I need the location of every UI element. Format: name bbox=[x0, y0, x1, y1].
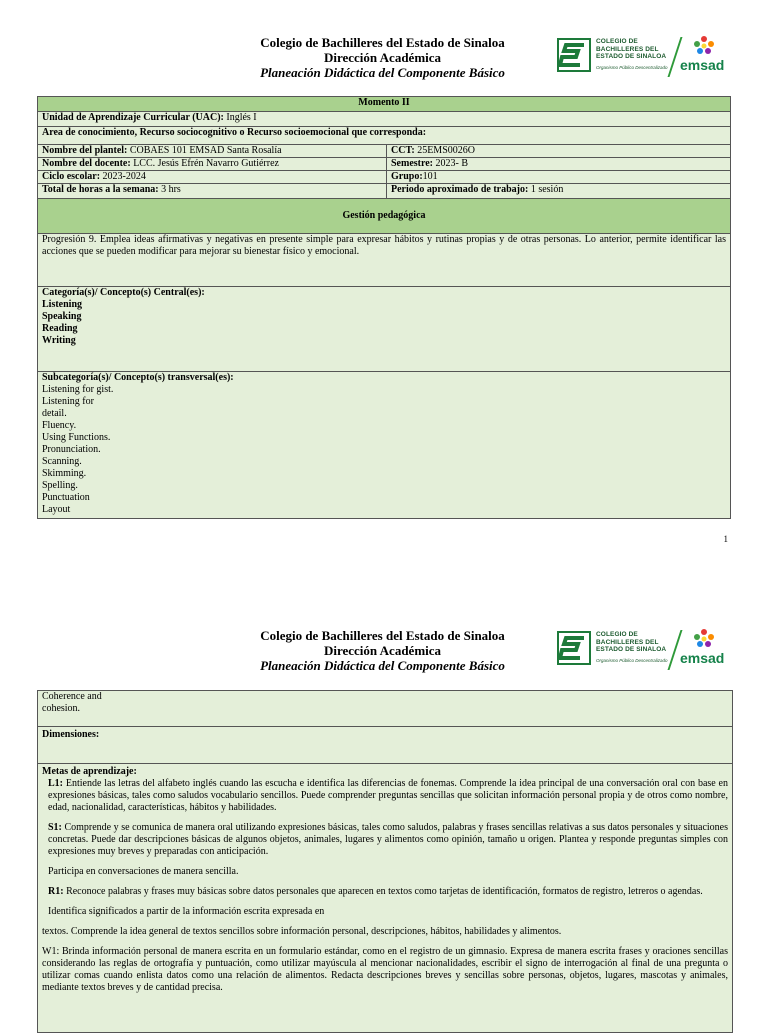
uac-row: Unidad de Aprendizaje Curricular (UAC): Inglés I bbox=[38, 112, 731, 127]
momento-heading: Momento II bbox=[38, 97, 731, 112]
cobaes-logo-icon bbox=[556, 37, 592, 73]
cobaes-logo-text: COLEGIO DE BACHILLERES DEL ESTADO DE SINALOA bbox=[596, 38, 667, 60]
cobaes-emsad-logo bbox=[556, 628, 736, 674]
metas-label: Metas de aprendizaje: bbox=[42, 766, 137, 777]
gestion-heading: Gestión pedagógica bbox=[38, 199, 731, 234]
horas-cell: Total de horas a la semana: 3 hrs bbox=[38, 184, 387, 199]
header-line1: Colegio de Bachilleres del Estado de Sinaloa bbox=[260, 628, 505, 643]
dimensiones-cell: Dimensiones: bbox=[37, 726, 733, 764]
ciclo-cell: Ciclo escolar: 2023-2024 bbox=[38, 171, 387, 184]
cobaes-emsad-logo bbox=[556, 35, 736, 81]
area-row: Area de conocimiento, Recurso sociocognitivo o Recurso socioemocional que corresponda: bbox=[38, 127, 731, 145]
header-line3: Planeación Didáctica del Componente Básico bbox=[260, 65, 505, 80]
subcategorias-cell: Subcategoría(s)/ Concepto(s) transversal(es): Listening for gist. Listening for detail. Fluency. Using Functions. Pronunciation. Scanning. Skimming. Spelling. Punctuation Layout bbox=[38, 372, 731, 519]
emsad-flower-icon bbox=[692, 35, 716, 57]
emsad-wordmark: emsad bbox=[680, 57, 725, 73]
meta-s1: S1: Comprende y se comunica de manera oral utilizando expresiones básicas, tales como saludos, palabras y frases sencillas relativas a sus datos personales y situaciones concretas. Puede dar descripciones básicas de algunos objetos, animales, lugares y alimentos como opinión, tamaño u origen. Plantea y responde preguntas simples con expresiones muy breves y preparadas con anticipación. bbox=[48, 822, 728, 857]
cobaes-logo-icon bbox=[556, 630, 592, 666]
cobaes-logo-subtitle: Organismo Público Descentralizado bbox=[596, 65, 668, 70]
plantel-cell: Nombre del plantel: COBAES 101 EMSAD Santa Rosalía bbox=[38, 145, 387, 158]
meta-r1: R1: Reconoce palabras y frases muy básicas sobre datos personales que aparecen en textos como tarjetas de identificación, formatos de registro, letreros o agendas. bbox=[48, 886, 703, 897]
categorias-cell: Categoría(s)/ Concepto(s) Central(es): Listening Speaking Reading Writing bbox=[38, 287, 731, 372]
page1-form bbox=[37, 96, 731, 519]
emsad-logo bbox=[680, 35, 730, 81]
metas-cell bbox=[37, 763, 733, 1033]
header-title-block bbox=[240, 628, 525, 673]
page-number: 1 bbox=[723, 534, 728, 544]
docente-cell: Nombre del docente: LCC. Jesús Efrén Navarro Gutiérrez bbox=[38, 158, 387, 171]
header-line2: Dirección Académica bbox=[323, 50, 442, 65]
coherence-cell: Coherence and cohesion. bbox=[37, 690, 733, 727]
cobaes-logo-subtitle: Organismo Público Descentralizado bbox=[596, 658, 668, 663]
grupo-cell: Grupo:101 bbox=[387, 171, 731, 184]
page1-header bbox=[0, 35, 768, 105]
progresion-cell: Progresión 9. Emplea ideas afirmativas y negativas en presente simple para expresar hábitos y rutinas propias y de otras personas. Lo anterior, permite identificar las acciones que se pueden modificar para mejorar su bienestar físico y emocional. bbox=[38, 234, 731, 287]
meta-identifica: Identifica significados a partir de la información escrita expresada en bbox=[48, 906, 325, 917]
page2-header bbox=[0, 628, 768, 698]
cobaes-logo-text: COLEGIO DE BACHILLERES DEL ESTADO DE SINALOA bbox=[596, 631, 667, 653]
cct-cell: CCT: 25EMS0026O bbox=[387, 145, 731, 158]
header-line1: Colegio de Bachilleres del Estado de Sinaloa bbox=[260, 35, 505, 50]
emsad-wordmark: emsad bbox=[680, 650, 725, 666]
planning-table bbox=[37, 96, 731, 519]
meta-l1: L1: Entiende las letras del alfabeto inglés cuando las escucha e identifica las diferencias de fonemas. Comprende la idea principal de una conversación oral con base en expresiones básicas, tales como saludos vocabulario sencillos. Puede comprender preguntas sencillas que solicitan información personal propia y de otros como nombre, edad, nacionalidad, características, hábitos y habilidades. bbox=[48, 778, 728, 813]
meta-participa: Participa en conversaciones de manera sencilla. bbox=[48, 866, 239, 877]
header-line3: Planeación Didáctica del Componente Básico bbox=[260, 658, 505, 673]
header-line2: Dirección Académica bbox=[323, 643, 442, 658]
emsad-flower-icon bbox=[692, 628, 716, 650]
semestre-cell: Semestre: 2023- B bbox=[387, 158, 731, 171]
header-title-block bbox=[240, 35, 525, 80]
emsad-logo bbox=[680, 628, 730, 674]
meta-w1: W1: Brinda información personal de manera escrita en un formulario estándar, como en el registro de un gimnasio. Expresa de manera escrita frases y oraciones sencillas considerando las reglas de ortografía y puntuación, como utilizar mayúscula al mencionar nacionalidades, escribir el signo de interrogación al final de una pregunta o utilizar comas cuando enlista datos como una relación de alimentos. Redacta descripciones breves y sencillas sobre personas, objetos, lugares, mascotas y animales, mediante textos breves y de cantidad precisa. bbox=[42, 946, 728, 993]
periodo-cell: Periodo aproximado de trabajo: 1 sesión bbox=[387, 184, 731, 199]
meta-textos: textos. Comprende la idea general de textos sencillos sobre información personal, descripciones, hábitos, habilidades y alimentos. bbox=[42, 926, 562, 937]
